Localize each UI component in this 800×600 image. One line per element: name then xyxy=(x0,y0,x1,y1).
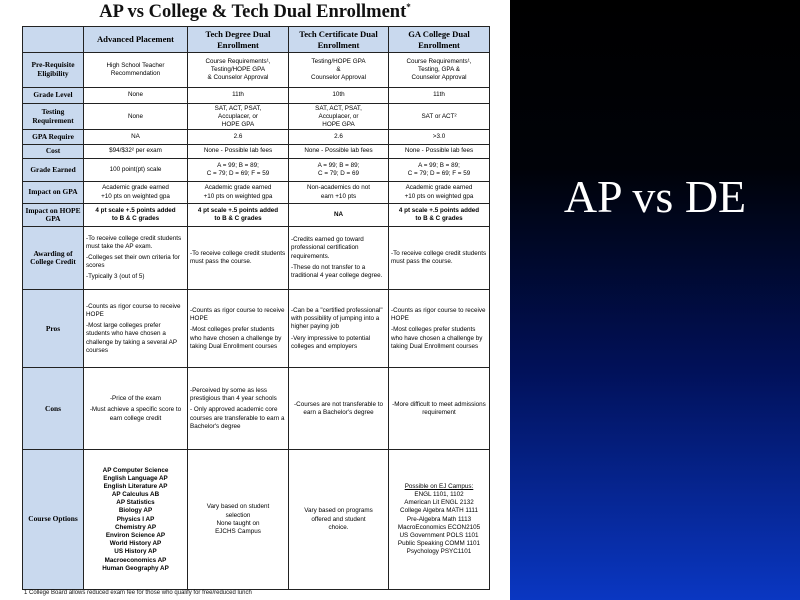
cell-pros-0 xyxy=(84,290,188,368)
cell-line: +10 pts on weighted gpa xyxy=(203,192,273,200)
cell-pros-1 xyxy=(188,290,289,368)
cell-cost-1 xyxy=(188,144,289,158)
cell-line: Chemistry AP xyxy=(114,523,157,531)
cell-line: Academic grade earned xyxy=(102,184,169,192)
column-header-ga-college: GA College Dual Enrollment xyxy=(389,27,490,53)
cell-grade-level-2 xyxy=(289,87,389,103)
cell-grade-earned-0 xyxy=(84,159,188,182)
row-header-awarding-credit: Awarding of College Credit xyxy=(23,226,84,290)
cell-line: SAT or ACT² xyxy=(421,112,457,120)
row-eligibility xyxy=(23,53,490,88)
cell-line: US Government POLS 1101 xyxy=(399,531,479,539)
cell-cons-3 xyxy=(389,368,490,450)
row-awarding-credit xyxy=(23,226,490,290)
cell-line: -Most large colleges prefer students who have chosen a challenge by taking a several AP courses xyxy=(86,322,177,354)
cell-line: 4 pt scale +.5 points added xyxy=(398,206,480,214)
cell-line: AP Computer Science xyxy=(102,466,169,474)
row-header-impact-gpa: Impact on GPA xyxy=(23,181,84,204)
cell-line: C = 79; D = 69; F = 59 xyxy=(407,169,471,177)
row-header-course-options: Course Options xyxy=(23,450,84,590)
cell-line: -Typically 3 (out of 5) xyxy=(86,273,145,281)
cell-line: to B & C grades xyxy=(415,215,463,223)
cell-eligibility-1 xyxy=(188,53,289,88)
cell-grade-level-3 xyxy=(389,87,490,103)
cell-line: Pre-Algebra Math 1113 xyxy=(406,515,472,523)
cell-line: SAT, ACT, PSAT, xyxy=(315,104,362,112)
cell-eligibility-0 xyxy=(84,53,188,88)
comparison-table xyxy=(22,26,490,590)
footnote: 1 College Board allows reduced exam fee for those who qualify for free/reduced lunch xyxy=(24,590,252,596)
cell-awarding-credit-3 xyxy=(389,226,490,290)
column-header-row xyxy=(23,27,490,53)
row-cost xyxy=(23,144,490,158)
cell-line: -Must achieve a specific score to earn college credit xyxy=(89,406,182,422)
cell-line: $94/$32² per exam xyxy=(109,147,162,155)
cell-line: Vary based on student xyxy=(206,503,270,511)
cell-line: HOPE GPA xyxy=(322,120,355,128)
cell-line: Human Geography AP xyxy=(102,564,169,572)
cell-impact-hope-3 xyxy=(389,204,490,227)
cell-line: AP Statistics xyxy=(116,499,155,507)
column-header-tech-certificate: Tech Certificate Dual Enrollment xyxy=(289,27,389,53)
cell-impact-hope-2 xyxy=(289,204,389,227)
cell-line: -Can be a "certified professional" with possibility of jumping into a higher paying job xyxy=(291,307,383,331)
cell-grade-earned-3 xyxy=(389,159,490,182)
cell-awarding-credit-1 xyxy=(188,226,289,290)
cell-line: US History AP xyxy=(114,548,157,556)
cell-line: Accuplacer, or xyxy=(218,112,258,120)
cell-line: -Courses are not transferable to earn a Bachelor's degree xyxy=(294,400,383,416)
cell-impact-gpa-0 xyxy=(84,181,188,204)
row-grade-level xyxy=(23,87,490,103)
cell-line: NA xyxy=(333,210,344,218)
slide-panel xyxy=(510,0,800,600)
corner-cell xyxy=(23,27,84,53)
document-title-text: AP vs College & Tech Dual Enrollment xyxy=(99,2,407,23)
document-title xyxy=(0,2,510,23)
cell-line: A = 99; B = 89; xyxy=(418,161,460,169)
cell-testing-2 xyxy=(289,104,389,130)
cell-line: 4 pt scale +.5 points added xyxy=(197,206,279,214)
cell-gpa-0 xyxy=(84,130,188,144)
cell-gpa-3 xyxy=(389,130,490,144)
row-header-cons: Cons xyxy=(23,368,84,450)
cell-line: EJCHS Campus xyxy=(215,527,261,535)
cell-line: -Colleges set their own criteria for scores xyxy=(86,254,180,270)
cell-line: None - Possible lab fees xyxy=(203,147,273,155)
cell-course-options-3 xyxy=(389,450,490,590)
cell-line: -Counts as rigor course to receive HOPE xyxy=(86,302,181,319)
cell-line: -Counts as rigor course to receive HOPE xyxy=(190,307,285,323)
column-header-tech-degree: Tech Degree Dual Enrollment xyxy=(188,27,289,53)
row-gpa xyxy=(23,130,490,144)
cell-line: earn +10 pts xyxy=(320,192,357,200)
cell-awarding-credit-0 xyxy=(84,226,188,290)
cell-impact-gpa-1 xyxy=(188,181,289,204)
cell-line: 2.6 xyxy=(233,133,243,141)
column-header-ap: Advanced Placement xyxy=(84,27,188,53)
cell-line: C = 79; D = 69 xyxy=(318,169,359,177)
cell-impact-hope-1 xyxy=(188,204,289,227)
cell-line: C = 79; D = 69; F = 59 xyxy=(206,169,270,177)
cell-line: Possible on EJ Campus: xyxy=(404,482,474,490)
cell-line: AP Calculus AB xyxy=(111,491,160,499)
cell-line: None taught on xyxy=(216,519,260,527)
row-testing xyxy=(23,104,490,130)
cell-grade-earned-2 xyxy=(289,159,389,182)
cell-line: 100 point(pt) scale xyxy=(109,165,162,173)
cell-line: 10th xyxy=(332,91,345,99)
cell-line: English Literature AP xyxy=(103,482,168,490)
cell-line: SAT, ACT, PSAT, xyxy=(214,104,262,112)
cell-line: -Most colleges prefer students who have chosen a challenge by taking Dual Enrollment courses xyxy=(190,326,282,350)
cell-cons-1 xyxy=(188,368,289,450)
cell-line: World History AP xyxy=(109,540,162,548)
row-impact-hope xyxy=(23,204,490,227)
cell-line: & Counselor Approval xyxy=(207,74,269,82)
cell-line: NA xyxy=(131,133,140,141)
cell-line: MacroEconomics ECON2105 xyxy=(397,523,481,531)
slide-title: AP vs DE xyxy=(563,171,747,222)
cell-line: A = 99; B = 89; xyxy=(317,161,360,169)
cell-line: Macroeconomics AP xyxy=(104,556,167,564)
cell-line: - Only approved academic core courses are transferable to earn a Bachelor's degree xyxy=(190,406,285,430)
cell-testing-3 xyxy=(389,104,490,130)
cell-line: A = 99; B = 89; xyxy=(217,161,259,169)
cell-line: >3.0 xyxy=(432,133,446,141)
cell-cons-2 xyxy=(289,368,389,450)
cell-line: Non-academics do not xyxy=(306,184,370,192)
row-grade-earned xyxy=(23,159,490,182)
cell-line: Accuplacer, or xyxy=(318,112,359,120)
cell-line: 2.6 xyxy=(334,133,343,141)
cell-cost-3 xyxy=(389,144,490,158)
comparison-table-body xyxy=(23,53,490,590)
row-header-testing: Testing Requirement xyxy=(23,104,84,130)
cell-gpa-2 xyxy=(289,130,389,144)
cell-line: Testing, GPA & xyxy=(418,65,460,73)
cell-line: +10 pts on weighted gpa xyxy=(101,192,170,200)
cell-line: HOPE GPA xyxy=(221,120,255,128)
cell-testing-0 xyxy=(84,104,188,130)
cell-line: 4 pt scale +.5 points added xyxy=(95,206,176,214)
cell-line: Course Requirements¹, xyxy=(205,57,271,65)
cell-line: to B & C grades xyxy=(214,215,262,223)
cell-line: 11th xyxy=(433,91,445,99)
cell-line: -Very impressive to potential colleges and employers xyxy=(291,334,371,350)
cell-grade-earned-1 xyxy=(188,159,289,182)
row-course-options xyxy=(23,450,490,590)
cell-line: None - Possible lab fees xyxy=(404,147,474,155)
cell-eligibility-3 xyxy=(389,53,490,88)
row-header-grade-earned: Grade Earned xyxy=(23,159,84,182)
cell-line: Academic grade earned xyxy=(405,184,473,192)
cell-line: 11th xyxy=(232,91,244,99)
cell-line: None xyxy=(127,112,144,120)
cell-impact-gpa-2 xyxy=(289,181,389,204)
cell-line: selection xyxy=(225,511,251,519)
cell-line: None - Possible lab fees xyxy=(304,147,373,155)
cell-eligibility-2 xyxy=(289,53,389,88)
cell-line: offered and student xyxy=(311,515,366,523)
row-header-grade-level: Grade Level xyxy=(23,87,84,103)
cell-cons-0 xyxy=(84,368,188,450)
cell-line: None xyxy=(127,91,144,99)
cell-gpa-1 xyxy=(188,130,289,144)
row-header-eligibility: Pre-Requisite Eligibility xyxy=(23,53,84,88)
cell-awarding-credit-2 xyxy=(289,226,389,290)
cell-line: Psychology PSYC1101 xyxy=(406,548,472,556)
cell-line: -Perceived by some as less prestigious than 4 year schools xyxy=(190,387,277,403)
cell-line: Environ Science AP xyxy=(105,531,166,539)
cell-line: English Language AP xyxy=(103,474,168,482)
cell-line: -To receive college credit students must pass the course. xyxy=(190,249,286,266)
cell-line: -These do not transfer to a traditional 4 year college degree. xyxy=(291,263,383,279)
cell-course-options-0 xyxy=(84,450,188,590)
cell-course-options-1 xyxy=(188,450,289,590)
cell-impact-hope-0 xyxy=(84,204,188,227)
cell-line: -Credits earned go toward professional certification requirements. xyxy=(291,236,364,260)
cell-line: Biology AP xyxy=(118,507,153,515)
row-pros xyxy=(23,290,490,368)
cell-line: Counselor Approval xyxy=(311,74,366,82)
cell-line: -Price of the exam xyxy=(109,395,162,403)
cell-line: Testing/HOPE GPA xyxy=(311,57,366,65)
row-header-cost: Cost xyxy=(23,144,84,158)
row-header-gpa: GPA Require xyxy=(23,130,84,144)
cell-line: Vary based on programs xyxy=(304,507,373,515)
cell-testing-1 xyxy=(188,104,289,130)
cell-line: Public Speaking COMM 1101 xyxy=(397,540,481,548)
cell-impact-gpa-3 xyxy=(389,181,490,204)
cell-line: choice. xyxy=(328,523,349,531)
cell-line: ENGL 1101, 1102 xyxy=(414,491,464,499)
title-footnote-mark: * xyxy=(406,2,411,12)
row-impact-gpa xyxy=(23,181,490,204)
cell-line: -More difficult to meet admissions requirement xyxy=(392,400,486,416)
cell-pros-2 xyxy=(289,290,389,368)
cell-line: American Lit ENGL 2132 xyxy=(404,499,474,507)
cell-line: -Most colleges prefer students who have chosen a challenge by taking Dual Enrollment courses xyxy=(391,326,483,350)
cell-grade-level-0 xyxy=(84,87,188,103)
cell-line: -To receive college credit students must take the AP exam. xyxy=(86,234,182,250)
cell-course-options-2 xyxy=(289,450,389,590)
cell-line: Testing/HOPE GPA xyxy=(210,65,266,73)
row-header-pros: Pros xyxy=(23,290,84,368)
cell-line: Academic grade earned xyxy=(204,184,272,192)
cell-line: to B & C grades xyxy=(111,215,160,223)
cell-line: & xyxy=(336,65,341,73)
cell-grade-level-1 xyxy=(188,87,289,103)
cell-line: Course Requirements¹, xyxy=(406,57,472,65)
cell-line: -Counts as rigor course to receive HOPE xyxy=(391,307,486,323)
cell-line: College Algebra MATH 1111 xyxy=(400,507,478,515)
cell-pros-3 xyxy=(389,290,490,368)
cell-line: -To receive college credit students must pass the course. xyxy=(391,249,487,266)
row-cons xyxy=(23,368,490,450)
cell-cost-0 xyxy=(84,144,188,158)
cell-cost-2 xyxy=(289,144,389,158)
row-header-impact-hope: Impact on HOPE GPA xyxy=(23,204,84,227)
cell-line: +10 pts on weighted gpa xyxy=(404,192,474,200)
cell-line: High School Teacher Recommendation xyxy=(106,61,165,77)
cell-line: Physics I AP xyxy=(116,515,155,523)
cell-line: Counselor Approval xyxy=(411,74,467,82)
